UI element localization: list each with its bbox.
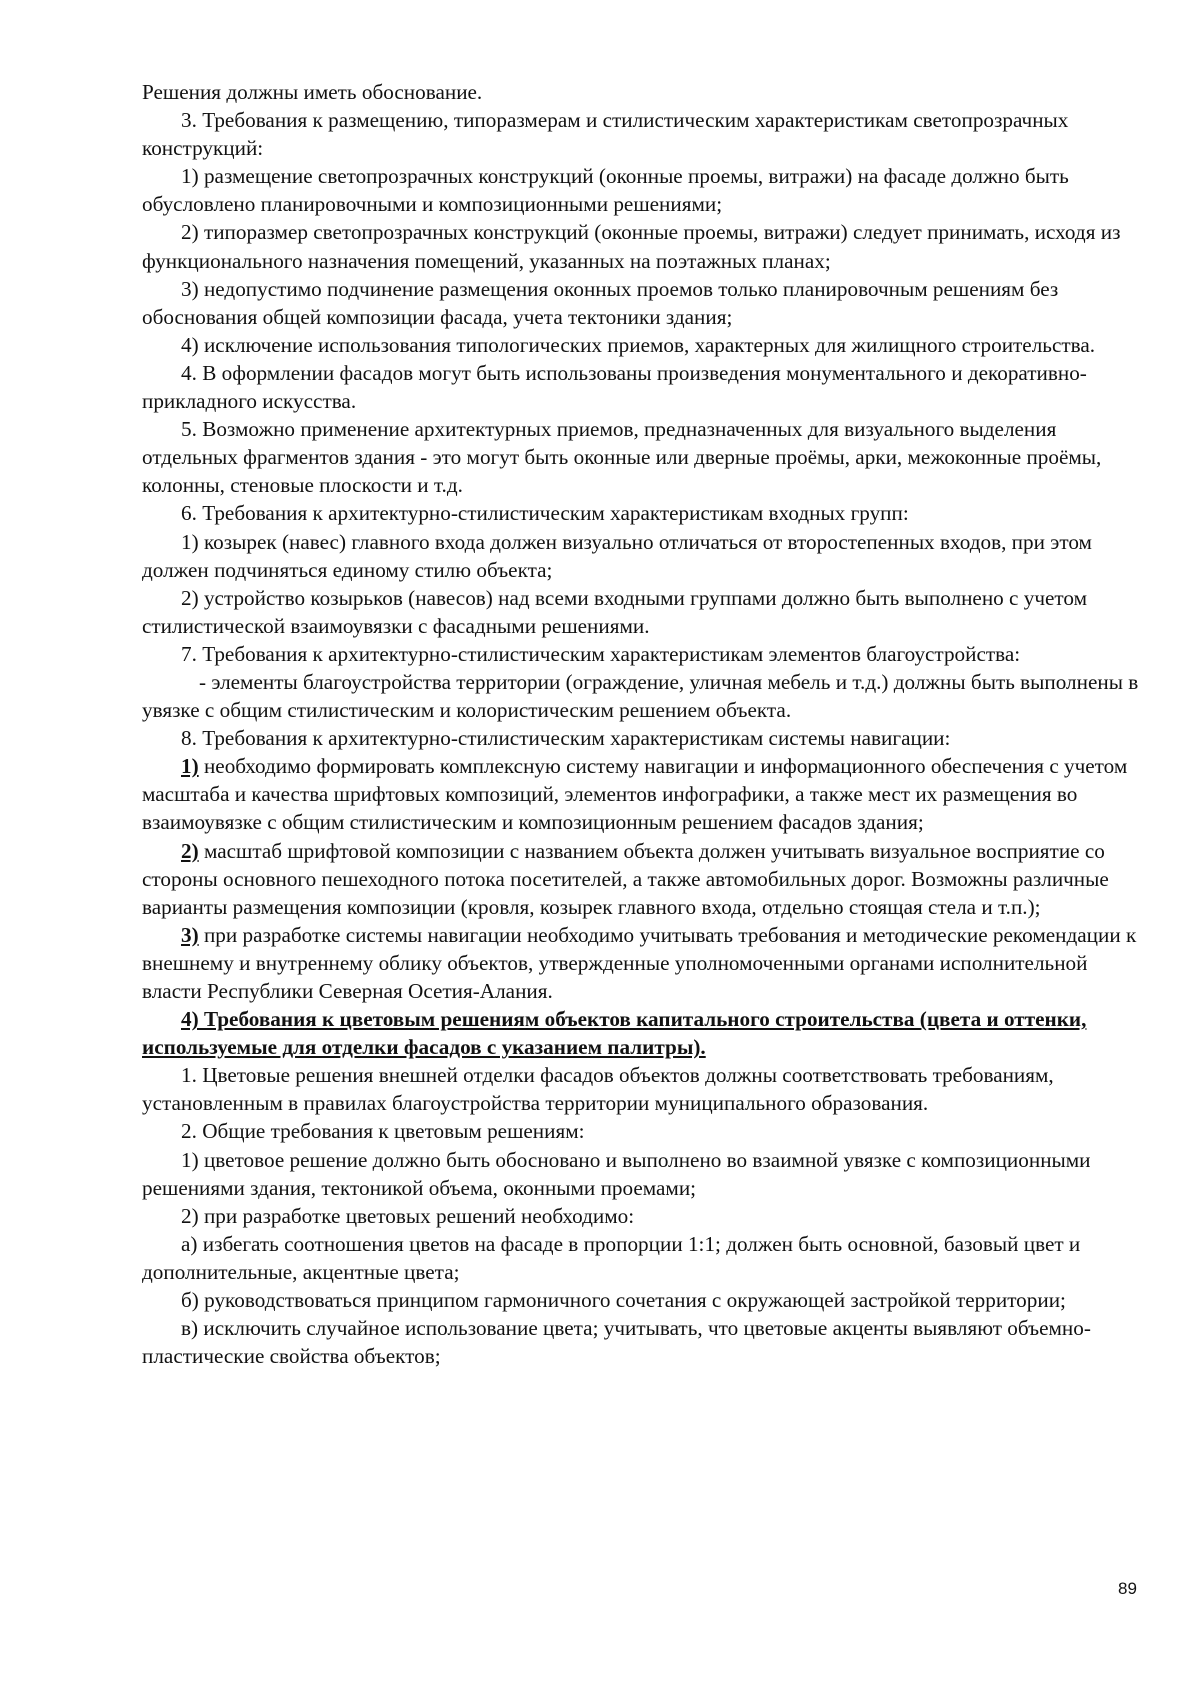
numbered-paragraph [142, 752, 1142, 836]
paragraph: 4) исключение использования типологических приемов, характерных для жилищного строительства. [181, 332, 1096, 357]
item-number: 1) [181, 754, 199, 779]
item-text: необходимо формировать комплексную систему навигации и информационного обеспечения с учетом масштаба и качества шрифтовых композиций, элементов инфографики, а также мест их размещения во взаимоувязке с общим стилистическим и композиционным решением фасадов здания; [142, 754, 1128, 835]
page-number: 89 [1118, 1579, 1137, 1598]
item-text: масштаб шрифтовой композиции с названием объекта должен учитывать визуальное восприятие со стороны основного пешеходного потока посетителей, а также автомобильных дорог. Возможны различные варианты размещения композиции (кровля, козырек главного входа, отдельно стоящая стела и т.п.); [142, 838, 1109, 919]
document-body [142, 78, 1142, 1370]
paragraph: - элементы благоустройства территории (ограждение, уличная мебель и т.д.) должны быть выполнены в увязке с общим стилистическим и колористическим решением объекта. [142, 669, 1139, 723]
paragraph: 1) козырек (навес) главного входа должен визуально отличаться от второстепенных входов, при этом должен подчиняться единому стилю объекта; [142, 529, 1092, 582]
item-text: при разработке системы навигации необходимо учитывать требования и методические рекомендации к внешнему и внутреннему облику объектов, утвержденные уполномоченными органами исполнительной власти Республики Северная Осетия-Алания. [142, 922, 1137, 1003]
paragraph: 7. Требования к архитектурно-стилистическим характеристикам элементов благоустройства: [181, 641, 1021, 666]
paragraph: 1) цветовое решение должно быть обосновано и выполнено во взаимной увязке с композиционными решениями здания, тектоникой объема, оконными проемами; [142, 1147, 1091, 1200]
section-heading [142, 1005, 1142, 1061]
paragraph: 1) размещение светопрозрачных конструкций (оконные проемы, витражи) на фасаде должно быть обусловлено планировочными и композиционными решениями; [142, 164, 1069, 217]
paragraph: 1. Цветовые решения внешней отделки фасадов объектов должны соответствовать требованиям, установленным в правилах благоустройства территории муниципального образования. [142, 1063, 1054, 1116]
item-number: 3) [181, 922, 199, 947]
paragraph: 6. Требования к архитектурно-стилистическим характеристикам входных групп: [181, 501, 909, 526]
numbered-paragraph [142, 837, 1142, 921]
paragraph: 2) при разработке цветовых решений необходимо: [181, 1203, 635, 1228]
paragraph: б) руководствоваться принципом гармоничного сочетания с окружающей застройкой территории; [181, 1288, 1066, 1313]
section-heading-text: 4) Требования к цветовым решениям объектов капитального строительства (цвета и оттенки, используемые для отделки фасадов с указанием палитры). [142, 1007, 1087, 1060]
item-number: 2) [181, 838, 199, 863]
paragraph: Решения должны иметь обоснование. [142, 80, 483, 104]
paragraph: 2) типоразмер светопрозрачных конструкций (оконные проемы, витражи) следует принимать, исходя из функционального назначения помещений, указанных на поэтажных планах; [142, 220, 1121, 273]
paragraph: 3) недопустимо подчинение размещения оконных проемов только планировочным решениям без обоснования общей композиции фасада, учета тектоники здания; [142, 276, 1059, 329]
paragraph: 5. Возможно применение архитектурных приемов, предназначенных для визуального выделения отдельных фрагментов здания - это могут быть оконные или дверные проёмы, арки, межоконные проёмы, колонны, стеновые плоскости и т.д. [142, 417, 1102, 498]
paragraph: а) избегать соотношения цветов на фасаде в пропорции 1:1; должен быть основной, базовый цвет и дополнительные, акцентные цвета; [142, 1231, 1081, 1284]
paragraph: 4. В оформлении фасадов могут быть использованы произведения монументального и декоративно-прикладного искусства. [142, 360, 1087, 414]
paragraph: 3. Требования к размещению, типоразмерам и стилистическим характеристикам светопрозрачных конструкций: [142, 108, 1069, 161]
paragraph: в) исключить случайное использование цвета; учитывать, что цветовые акценты выявляют объемно-пластические свойства объектов; [142, 1316, 1091, 1369]
paragraph: 2. Общие требования к цветовым решениям: [181, 1119, 585, 1144]
paragraph: 8. Требования к архитектурно-стилистическим характеристикам системы навигации: [181, 726, 951, 751]
paragraph: 2) устройство козырьков (навесов) над всеми входными группами должно быть выполнено с учетом стилистической взаимоувязки с фасадными решениями. [142, 585, 1087, 638]
numbered-paragraph [142, 921, 1142, 1005]
